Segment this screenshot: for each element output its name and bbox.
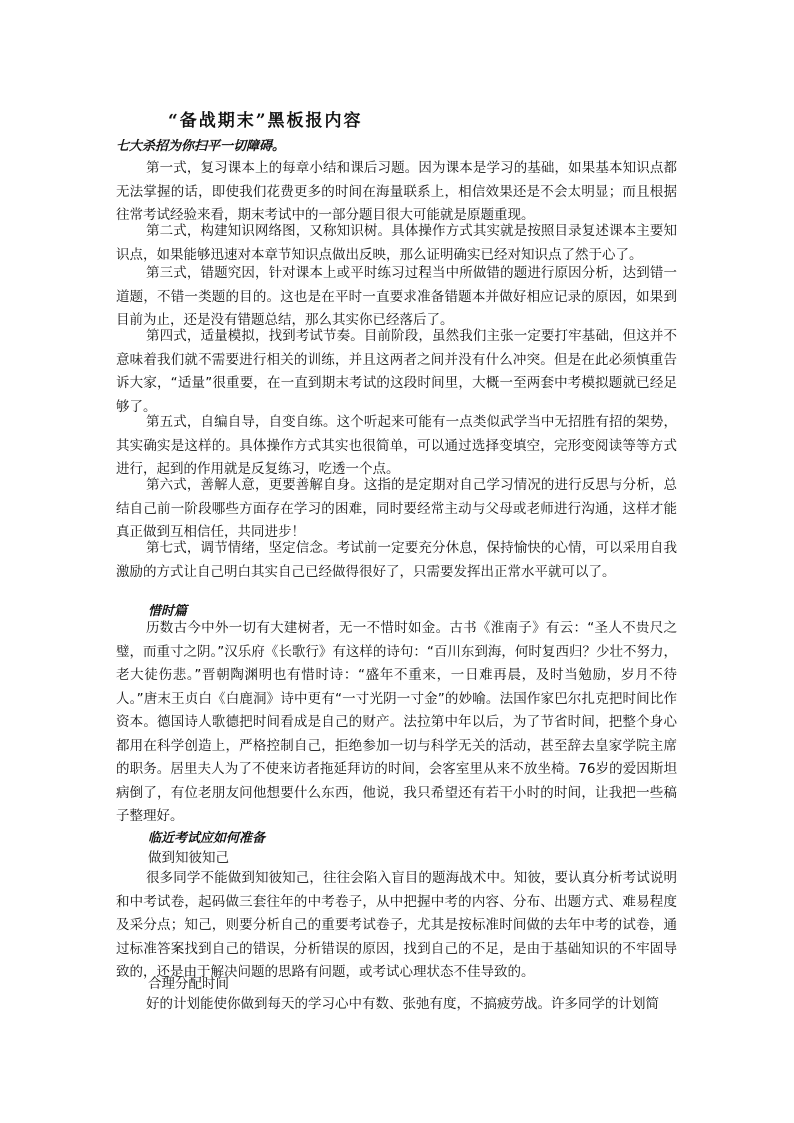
tip-paragraph-2: 第二式，构建知识网络图，又称知识树。具体操作方式其实就是按照目录复述课本主要知识点，如果能够迅速对本章节知识点做出反映，那么证明确实已经对知识点了然于心了。 (116, 223, 677, 263)
tip-paragraph-6: 第六式，善解人意，更要善解自身。这指的是定期对自己学习情况的进行反思与分析，总结自己前一阶段哪些方面存在学习的困难，同时要经常主动与父母或老师进行沟通，这样才能真正做到互相信任，共同进步！ (116, 477, 677, 540)
tip-paragraph-3: 第三式，错题究因，针对课本上或平时练习过程当中所做错的题进行原因分析，达到错一道题，不错一类题的目的。这也是在平时一直要求准备错题本并做好相应记录的原因，如果到目前为止，还是没有错题总结，那么其实你已经落后了。 (116, 265, 677, 328)
subheading-allocate-time: 合理分配时间 (148, 976, 229, 992)
tip-paragraph-1: 第一式，复习课本上的每章小结和课后习题。因为课本是学习的基础，如果基本知识点都无法掌握的话，即使我们花费更多的时间在海量联系上，相信效果还是不会太明显；而且根据往常考试经验来看，期末考试中的一部分题目很大可能就是原题重现。 (116, 160, 677, 223)
section-paragraph-allocate-time: 好的计划能使你做到每天的学习心中有数、张弛有度，不搞疲劳战。许多同学的计划简 (146, 996, 659, 1012)
document-subtitle: 七大杀招为你扫平一切障碍。 (116, 139, 286, 154)
section-heading-cherish-time: 惜时篇 (148, 604, 188, 619)
section-paragraph-know-yourself: 很多同学不能做到知彼知己，往往会陷入盲目的题海战术中。知彼，要认真分析考试说明和中考试卷，起码做三套往年的中考卷子，从中把握中考的内容、分布、出题方式、难易程度及采分点；知己，则要分析自己的重要考试卷子，尤其是按标准时间做的去年中考的试卷，通过标准答案找到自己的错误，分析错误的原因，找到自己的不足，是由于基础知识的不牢固导致的，还是由于解决问题的思路有问题，或考试心理状态不佳导致的。 (116, 870, 677, 980)
tip-paragraph-7: 第七式，调节情绪，坚定信念。考试前一定要充分休息，保持愉快的心情，可以采用自我激励的方式让自己明白其实自己已经做得很好了，只需要发挥出正常水平就可以了。 (116, 540, 677, 580)
section-heading-exam-prep: 临近考试应如何准备 (148, 831, 266, 846)
tip-paragraph-4: 第四式，适量模拟，找到考试节奏。目前阶段，虽然我们主张一定要打牢基础，但这并不意味着我们就不需要进行相关的训练，并且这两者之间并没有什么冲突。但是在此必须慎重告诉大家，“适量”很重要，在一直到期末考试的这段时间里，大概一至两套中考模拟题就已经足够了。 (116, 328, 677, 415)
document-title: “备战期末”黑板报内容 (168, 111, 363, 131)
tip-paragraph-5: 第五式，自编自导，自变自练。这个听起来可能有一点类似武学当中无招胜有招的架势，其实确实是这样的。具体操作方式其实也很简单，可以通过选择变填空，完形变阅读等等方式进行，起到的作用就是反复练习，吃透一个点。 (116, 414, 677, 477)
subheading-know-yourself: 做到知彼知己 (148, 850, 229, 866)
section-paragraph-cherish-time: 历数古今中外一切有大建树者，无一不惜时如金。古书《淮南子》有云：“圣人不贵尺之璧，而重寸之阴。”汉乐府《长歌行》有这样的诗句：“百川东到海，何时复西归？少壮不努力，老大徒伤悲。”晋朝陶渊明也有惜时诗：“盛年不重来，一日难再晨，及时当勉励，岁月不待人。”唐末王贞白《白鹿洞》诗中更有“一寸光阴一寸金”的妙喻。法国作家巴尔扎克把时间比作资本。德国诗人歌德把时间看成是自己的财产。法拉第中年以后，为了节省时间，把整个身心都用在科学创造上，严格控制自己，拒绝参加一切与科学无关的活动，甚至辞去皇家学院主席的职务。居里夫人为了不使来访者拖延拜访的时间，会客室里从来不放坐椅。76岁的爱因斯坦病倒了，有位老朋友问他想要什么东西，他说，我只希望还有若干小时的时间，让我把一些稿子整理好。 (116, 620, 677, 824)
